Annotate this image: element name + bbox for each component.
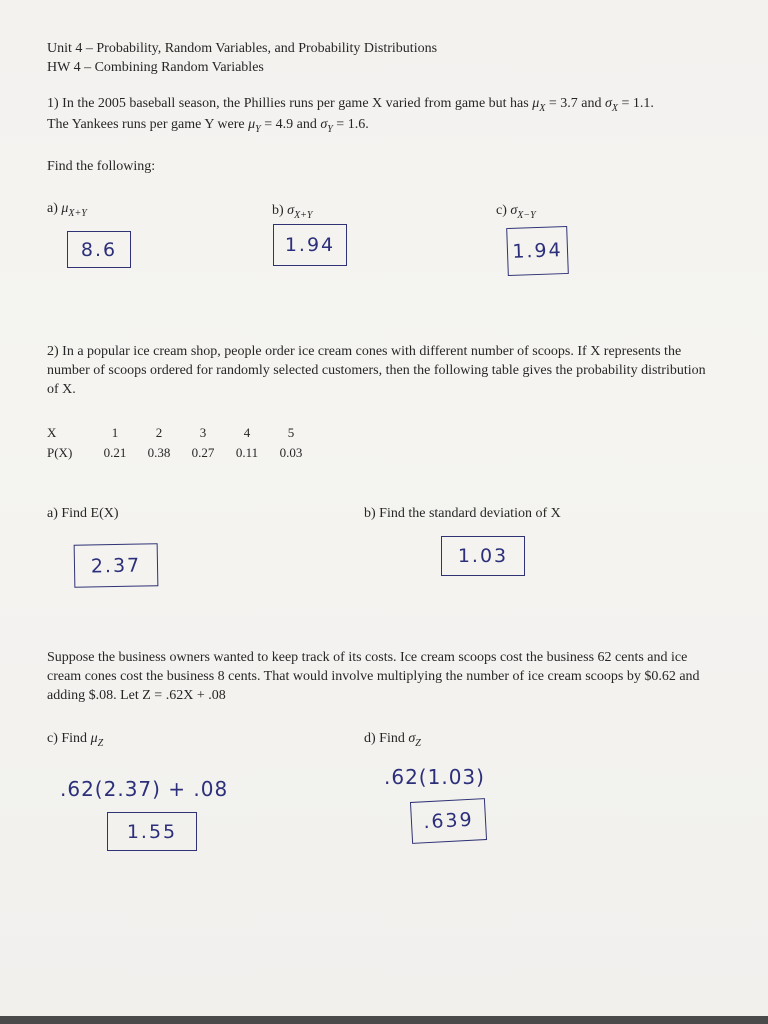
- q1-answer-b-box: 1.94: [273, 224, 347, 266]
- q1-answer-c-box: 1.94: [506, 226, 569, 276]
- q1-part-b-label: b) $\sigma_{X+Y}$: [272, 203, 313, 221]
- q1-part-a-label: a) $\mu_{X+Y}$: [47, 201, 87, 219]
- table-cell: 4: [243, 425, 251, 440]
- table-label-x: X: [47, 425, 57, 440]
- q1-intro-line1: 1) In the 2005 baseball season, the Phillies runs per game X varied from game but has $\mu_X = 3.7$ and $\sigma_X = 1.1$.: [47, 96, 654, 114]
- table-cell: 0.11: [235, 445, 259, 460]
- q2-answer-b-box: 1.03: [441, 536, 525, 576]
- q2-c-work: .62(2.37) + .08: [60, 777, 229, 801]
- table-cell: 0.27: [191, 445, 215, 460]
- probability-distribution-table: [47, 423, 313, 463]
- table-cell: 0.03: [279, 445, 303, 460]
- q1-intro-line2: The Yankees runs per game Y were $\mu_Y = 4.9$ and $\sigma_Y = 1.6$.: [47, 117, 369, 135]
- q2-answer-c-box: 1.55: [107, 812, 197, 851]
- q2-d-work: .62(1.03): [384, 765, 485, 789]
- table-row-p: [47, 443, 313, 463]
- table-cell: 3: [199, 425, 207, 440]
- costs-paragraph: Suppose the business owners wanted to keep track of its costs. Ice cream scoops cost the business 62 cents and ice cream cones cost the business 8 cents. That would involve multiplying the number of ice cream scoops by $0.62 and adding $.08. Let Z = .62X + .08: [47, 650, 700, 703]
- table-cell: 2: [155, 425, 163, 440]
- q2-part-b-label: b) Find the standard deviation of X: [364, 506, 561, 521]
- q2-answer-a-box: 2.37: [74, 543, 159, 587]
- q2-answer-d-box: .639: [410, 798, 487, 844]
- q2-part-a-label: a) Find E(X): [47, 506, 119, 521]
- table-cell: 0.21: [103, 445, 127, 460]
- q1-find-prompt: Find the following:: [47, 159, 156, 174]
- q2-part-c-label: c) Find $\mu_Z$: [47, 731, 104, 749]
- table-cell: 1: [111, 425, 119, 440]
- table-label-p: P(X): [47, 445, 73, 460]
- q2-part-d-label: d) Find $\sigma_Z$: [364, 731, 421, 749]
- homework-title: HW 4 – Combining Random Variables: [47, 60, 264, 75]
- table-cell: 0.38: [147, 445, 171, 460]
- q1-answer-a-box: 8.6: [67, 231, 131, 268]
- scan-bottom-edge: [0, 1016, 768, 1024]
- table-row-x: [47, 423, 313, 443]
- q1-part-c-label: c) $\sigma_{X-Y}$: [496, 203, 536, 221]
- unit-title: Unit 4 – Probability, Random Variables, and Probability Distributions: [47, 41, 438, 56]
- table-cell: 5: [287, 425, 295, 440]
- q2-intro: 2) In a popular ice cream shop, people order ice cream cones with different number of scoops. If X represents the number of scoops ordered for randomly selected customers, then the following table gives the probability distribution of X.: [47, 344, 706, 397]
